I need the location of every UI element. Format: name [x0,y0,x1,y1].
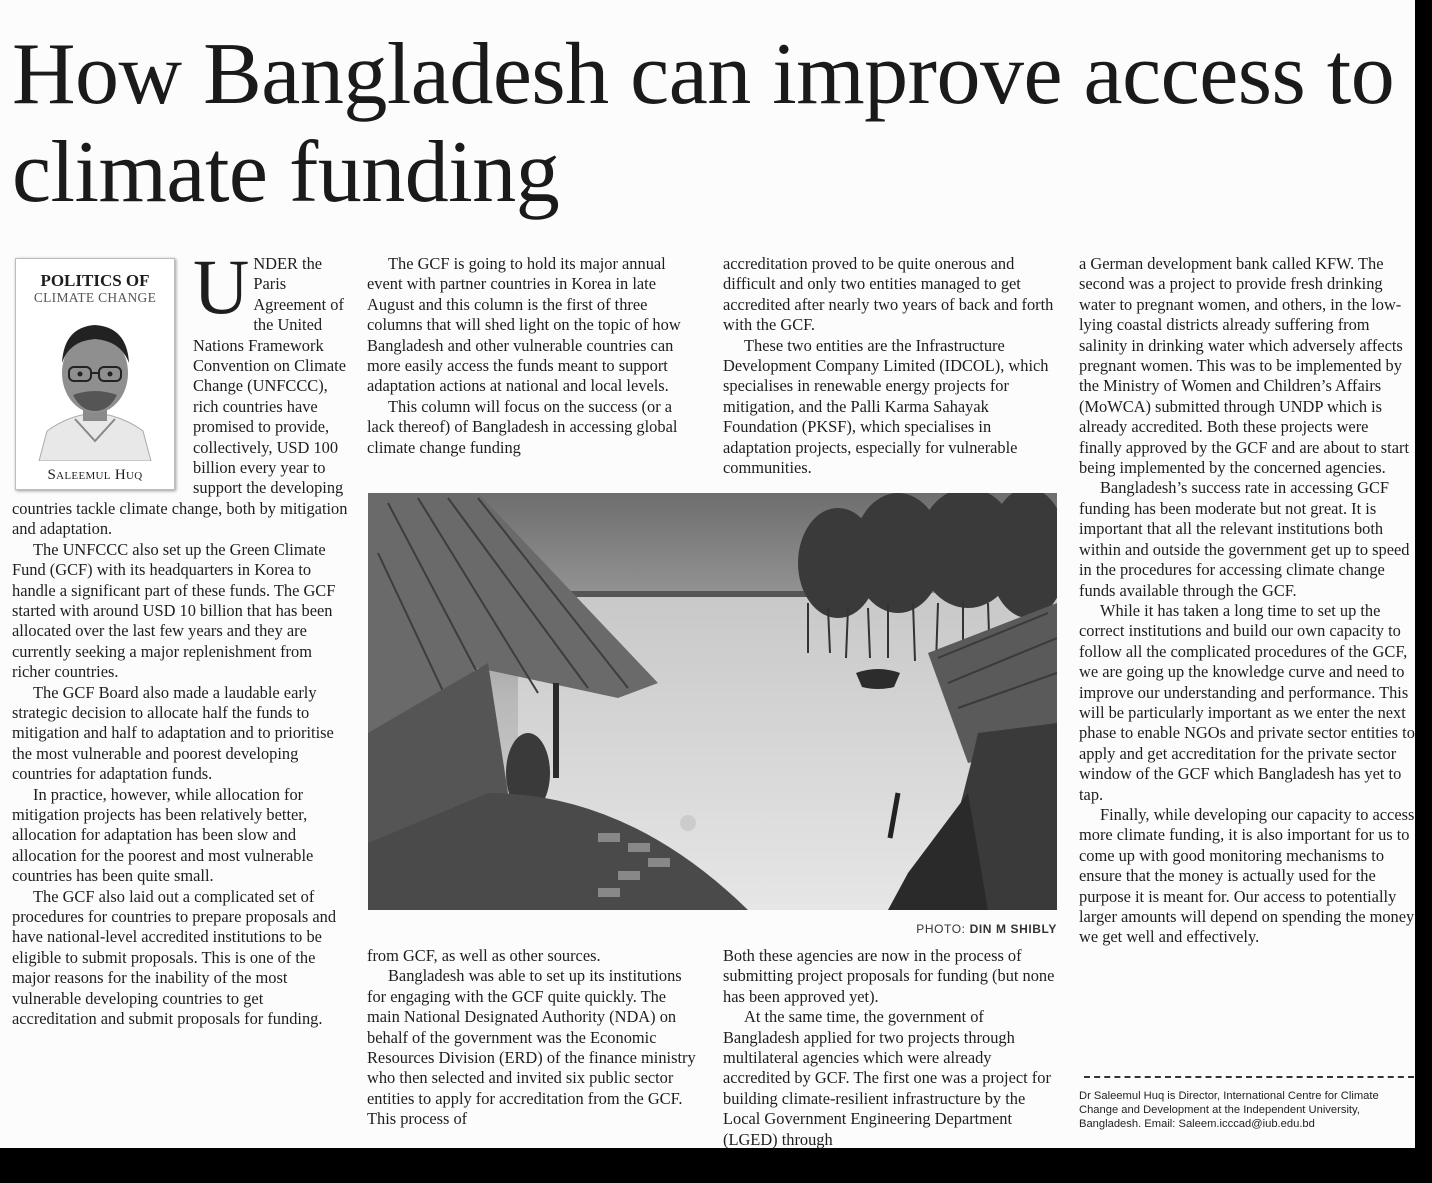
photo-credit [368,922,1057,936]
paragraph: At the same time, the government of Bangladesh applied for two projects through multilateral agencies which were already accredited by GCF. The first one was a project for building climate-resilient infrastructure by the Local Government Engineering Department (LGED) through [723,1007,1051,1148]
column-4 [1079,254,1415,948]
photo-credit-name: DIN M SHIBLY [969,922,1057,936]
column-3-top [723,254,1059,478]
author-name: Saleemul Huq [47,467,143,483]
column-series-title: POLITICS OF [40,271,150,290]
paragraph: from GCF, as well as other sources. [367,946,601,965]
paragraph: The GCF is going to hold its major annual event with partner countries in Korea in late August and this column is the first of three columns that will shed light on the topic of how Bangladesh and other vulnerable countries can more easily access the funds meant to support adaptation actions at national and local levels. [367,254,681,396]
paragraph: The UNFCCC also set up the Green Climate Fund (GCF) with its headquarters in Korea to handle a significant part of these funds. The GCF started with around USD 10 billion that has been allocated over the last few years and they are currently seeking a major replenishment from richer countries. [12,539,336,682]
drop-cap: U [193,243,250,330]
paragraph: Both these agencies are now in the process of submitting project proposals for funding (but none has been approved yet). [723,946,1055,1006]
paragraph: Bangladesh was able to set up its institutions for engaging with the GCF quite quickly. The main National Designated Authority (NDA) on behalf of the government was the Economic Resources Division (ERD) of the finance ministry who then selected and invited six public sector entities to apply for accreditation from the GCF. This process of [367,966,696,1129]
author-portrait [29,311,161,461]
author-bio: Dr Saleemul Huq is Director, International Centre for Climate Change and Development at the Independent University, Bangladesh. Email: Saleem.icccad@iub.edu.bd [1079,1090,1379,1130]
column-2-top [367,254,699,458]
paragraph: These two entities are the Infrastructure Development Company Limited (IDCOL), which specialises in renewable energy projects for mitigation, and the Palli Karma Sahayak Foundation (PKSF), which specialises in adaptation projects, especially for vulnerable communities. [723,335,1049,478]
column-3-bottom [723,946,1059,1148]
paragraph: In practice, however, while allocation for mitigation projects has been relatively better, allocation for adaptation has been slow and allocation for the poorest and most vulnerable countries has been quite small. [12,784,314,886]
paragraph: accreditation proved to be quite onerous and difficult and only two entities managed to get accredited after nearly two years of back and forth with the GCF. [723,254,1054,335]
column-series-subtitle: CLIMATE CHANGE [33,290,157,305]
paragraph: Finally, while developing our capacity to access more climate funding, it is also important for us to come up with good monitoring mechanisms to ensure that the money is actually used for the purpose it is meant for. Our access to potentially larger amounts will depend on spending the money we get well and effectively. [1079,804,1415,947]
paragraph-text: NDER the Paris Agreement of the United Nations Framework Convention on Climate Change (UNFCCC), rich countries have promised to provide, collectively, USD 100 billion every year to support the developing countries tackle climate change, both by mitigation and adaptation. [12,254,348,539]
paragraph: While it has taken a long time to set up the correct institutions and build our own capacity to follow all the complicated procedures of the GCF, we are going up the knowledge curve and need to improve our understanding and performance. This will be particularly important as we enter the next phase to enable NGOs and private sector entities to apply and get accreditation for the private sector window of the GCF which Bangladesh has yet to tap. [1079,600,1415,804]
paragraph: This column will focus on the success (or a lack thereof) of Bangladesh in accessing global climate change funding [367,396,678,457]
bio-divider [1084,1076,1414,1078]
paragraph: The GCF Board also made a laudable early strategic decision to allocate half the funds to mitigation and half to adaptation and to prioritise the most vulnerable and poorest developing countries for adaptation funds. [12,682,334,784]
paragraph: Bangladesh’s success rate in accessing GCF funding has been moderate but not great. It is important that all the relevant institutions both within and outside the government get up to speed in the procedures for accessing climate change funds available through the GCF. [1079,478,1410,600]
article-photo [368,493,1057,910]
columnist-box [15,258,175,490]
column-1 [12,243,348,1029]
headline: How Bangladesh can improve access to climate funding [12,26,1395,221]
column-2-bottom [367,946,699,1130]
photo-credit-label: PHOTO: [916,922,966,936]
paragraph: The GCF also laid out a complicated set of procedures for countries to prepare proposals and have national-level accredited institutions to be eligible to submit proposals. This is one of the major reasons for the inability of the most vulnerable developing countries to get accreditation and submit proposals for funding. [12,886,337,1029]
paragraph: a German development bank called KFW. The second was a project to provide fresh drinking water to pregnant women, and others, in the low-lying coastal districts already suffering from salinity in drinking water which adversely affects pregnant women. This was to be implemented by the Ministry of Women and Children’s Affairs (MoWCA) submitted through UNDP which is already accredited. Both these projects were finally approved by the GCF and are about to start being implemented by the concerned agencies. [1079,254,1410,478]
